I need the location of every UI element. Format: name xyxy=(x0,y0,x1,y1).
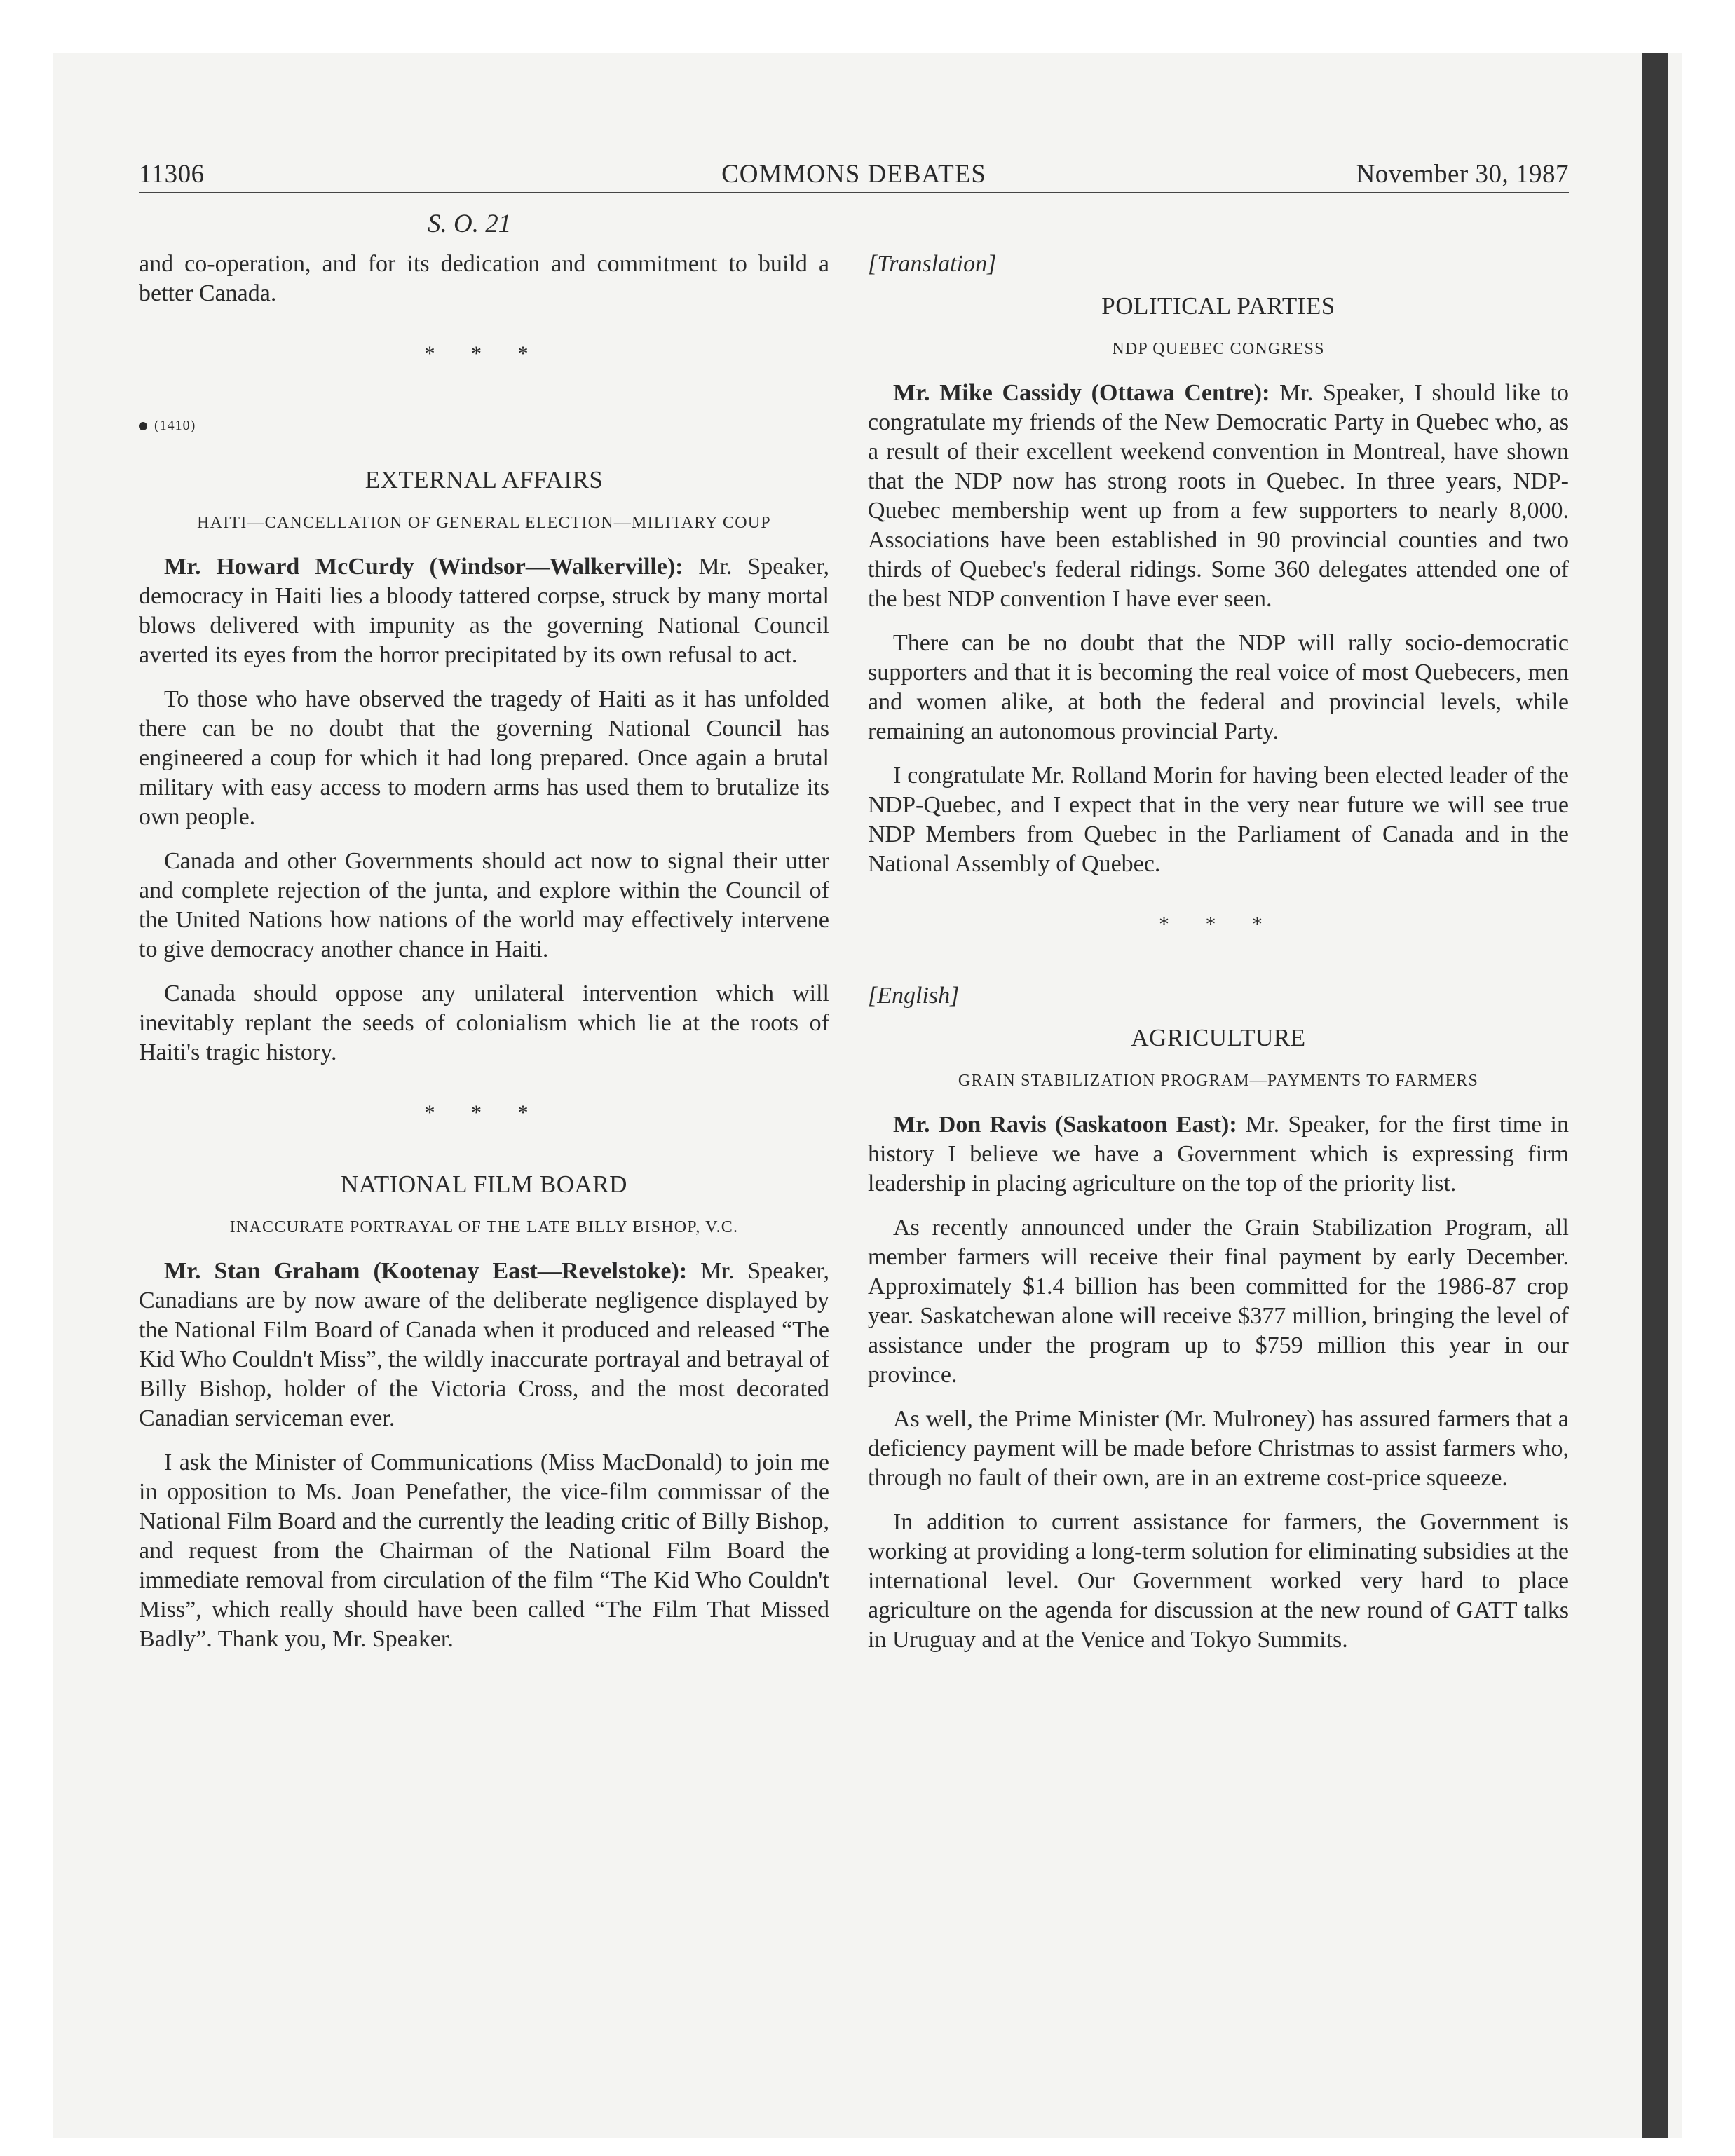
section-title-external-affairs: EXTERNAL AFFAIRS xyxy=(365,466,604,493)
section-separator: * * * xyxy=(424,1101,544,1124)
issue-date: November 30, 1987 xyxy=(1356,160,1569,189)
section-separator: * * * xyxy=(1159,913,1278,936)
page-number: 11306 xyxy=(139,160,205,189)
paragraph: Canada and other Governments should act now to signal their utter and complete rejection of the junta, and explore within the Council of the United Nations how nations of the world may effectively intervene to give democracy another chance in Haiti. xyxy=(139,848,829,962)
paragraph xyxy=(139,1257,829,1433)
paragraph-text: Mr. Speaker, I should like to congratulate my friends of the New Democratic Party in Quebec who, as a result of their excellent weekend convention in Montreal, have shown that the NDP now has strong roots in Quebec. In three years, NDP-Quebec membership went up from a few supporters to nearly 8,000. Associations have been established in 90 provincial counties and two thirds of Quebec's federal ridings. Some 360 delegates attended one of the best NDP convention I have ever seen. xyxy=(868,380,1570,612)
speaker-name: Mr. Mike Cassidy (Ottawa Centre): xyxy=(893,380,1270,406)
section-title-agriculture: AGRICULTURE xyxy=(1131,1024,1306,1051)
paragraph xyxy=(868,1110,1569,1199)
paragraph: Canada should oppose any unilateral intervention which will inevitably replant the seeds of colonialism which lie at the roots of Haiti's tragic history. xyxy=(139,981,829,1065)
continued-paragraph: and co-operation, and for its dedication and commitment to build a better Canada. xyxy=(139,251,829,306)
paragraph-text: Mr. Speaker, Canadians are by now aware of the deliberate negligence displayed by the National Film Board of Canada when it produced and released “The Kid Who Couldn't Miss”, the wildly inaccurate portrayal and betrayal of Billy Bishop, holder of the Victoria Cross, and the most decorated Canadian serviceman ever. xyxy=(139,1258,829,1431)
section-title-national-film-board: NATIONAL FILM BOARD xyxy=(341,1171,627,1198)
right-column xyxy=(868,250,1569,1670)
language-note: [English] xyxy=(868,983,960,1009)
time-marker xyxy=(139,411,829,440)
paragraph xyxy=(139,552,829,670)
paragraph: I congratulate Mr. Rolland Morin for having been elected leader of the NDP-Quebec, and I expect that in the very near future we will see true NDP Members from Quebec in the Parliament of Canada and in the National Assembly of Quebec. xyxy=(868,763,1569,877)
section-subtitle: HAITI—CANCELLATION OF GENERAL ELECTION—MILITARY COUP xyxy=(197,514,771,532)
paragraph: As well, the Prime Minister (Mr. Mulroney) has assured farmers that a deficiency payment will be made before Christmas to assist farmers who, through no fault of their own, are in an extreme cost-price squeeze. xyxy=(868,1406,1569,1491)
language-note: [Translation] xyxy=(868,251,997,277)
paragraph: As recently announced under the Grain Stabilization Program, all member farmers will receive their final payment by early December. Approximately $1.4 billion has been committed for the 1986-87 crop year. Saskatchewan alone will receive $377 million, bringing the level of assistance under the program up to $759 million this year in our province. xyxy=(868,1215,1569,1388)
paragraph: In addition to current assistance for farmers, the Government is working at providing a long-term solution for eliminating subsidies at the international level. Our Government worked very hard to place agriculture on the agenda for discussion at the new round of GATT talks in Uruguay and at the Venice and Tokyo Summits. xyxy=(868,1509,1569,1653)
paragraph-text: Mr. Speaker, democracy in Haiti lies a bloody tattered corpse, struck by many mortal blows delivered with impunity as the governing National Council averted its eyes from the horror precipitated by its own refusal to act. xyxy=(139,554,829,668)
speaker-name: Mr. Howard McCurdy (Windsor—Walkerville): xyxy=(164,554,683,580)
speaker-name: Mr. Don Ravis (Saskatoon East): xyxy=(893,1112,1237,1138)
section-subtitle: NDP QUEBEC CONGRESS xyxy=(1112,340,1325,358)
paragraph-text: Mr. Speaker, for the first time in history I believe we have a Government which is expressing firm leadership in placing agriculture on the top of the priority list. xyxy=(868,1112,1569,1196)
bullet-icon xyxy=(139,422,147,430)
standing-order-label: S. O. 21 xyxy=(428,210,512,238)
section-subtitle: INACCURATE PORTRAYAL OF THE LATE BILLY BISHOP, V.C. xyxy=(229,1218,739,1236)
speaker-name: Mr. Stan Graham (Kootenay East—Revelstoke): xyxy=(164,1258,688,1284)
paragraph: I ask the Minister of Communications (Miss MacDonald) to join me in opposition to Ms. Joan Penefather, the vice-film commissar of the National Film Board and the currently the leading critic of Billy Bishop, and request from the Chairman of the National Film Board the immediate removal from circulation of the film “The Kid Who Couldn't Miss”, which really should have been called “The Film That Missed Badly”. Thank you, Mr. Speaker. xyxy=(139,1449,829,1652)
scan-edge-bar xyxy=(1642,53,1668,2138)
section-subtitle: GRAIN STABILIZATION PROGRAM—PAYMENTS TO FARMERS xyxy=(958,1072,1479,1090)
paragraph: To those who have observed the tragedy of Haiti as it has unfolded there can be no doubt that the governing National Council has engineered a coup for which it had long prepared. Once again a brutal military with easy access to modern arms has used them to brutalize its own people. xyxy=(139,686,829,830)
section-title-political-parties: POLITICAL PARTIES xyxy=(1101,292,1335,320)
section-separator: * * * xyxy=(424,342,544,365)
time-marker-text: (1410) xyxy=(154,418,196,433)
paragraph xyxy=(868,378,1569,614)
paragraph: There can be no doubt that the NDP will rally socio-democratic supporters and that it is becoming the real voice of most Quebecers, men and women alike, at both the federal and provincial levels, while remaining an autonomous provincial Party. xyxy=(868,630,1569,744)
publication-title: COMMONS DEBATES xyxy=(721,160,986,189)
left-column xyxy=(139,250,829,1669)
page-header xyxy=(139,156,1569,193)
